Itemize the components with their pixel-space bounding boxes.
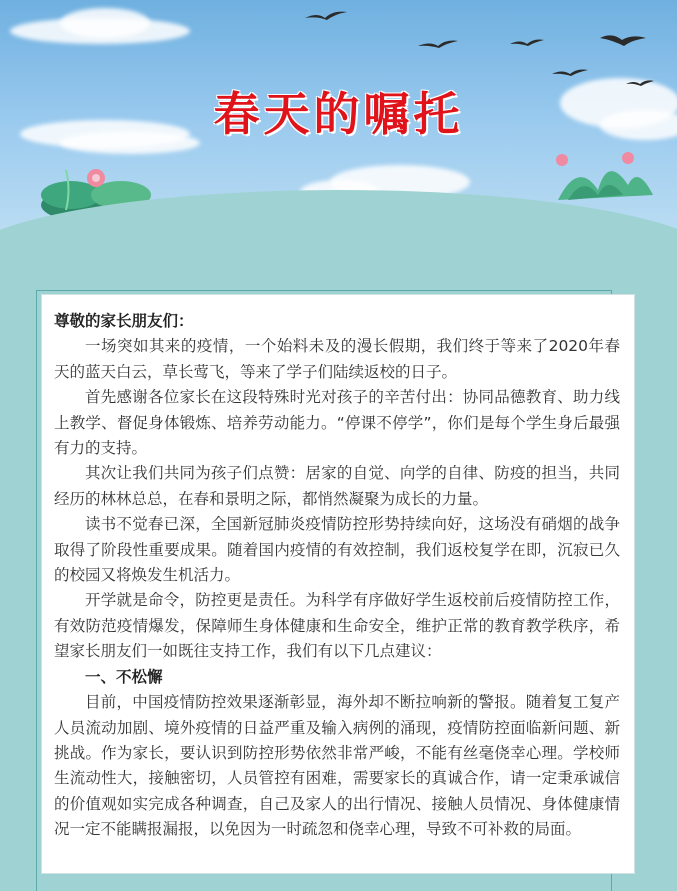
- letter-paragraph: 首先感谢各位家长在这段特殊时光对孩子的辛苦付出：协同品德教育、助力线上教学、督促身体锻炼、培养劳动能力。“停课不停学”，你们是每个学生身后最强有力的支持。: [54, 388, 620, 458]
- header-banner: [0, 0, 677, 230]
- letter-paragraph: 读书不觉春已深，全国新冠肺炎疫情防控形势持续向好，这场没有硝烟的战争取得了阶段性重要成果。随着国内疫情的有效控制，我们返校复学在即，沉寂已久的校园又将焕发生机活力。: [54, 515, 620, 585]
- letter-paragraph: 其次让我们共同为孩子们点赞：居家的自觉、向学的自律、防疫的担当，共同经历的林林总总，在春和景明之际，都悄然凝聚为成长的力量。: [54, 464, 620, 508]
- page-title: 春天的嘱托: [213, 87, 464, 141]
- section-heading: 一、不松懈: [85, 667, 163, 686]
- letter-card: [41, 294, 635, 874]
- section-paragraph: 目前，中国疫情防控效果逐渐彰显，海外却不断拉响新的警报。随着复工复产人员流动加剧、境外疫情的日益严重及输入病例的涌现，疫情防控面临新问题、新挑战。作为家长，要认识到防控形势依然非常严峻，不能有丝毫侥幸心理。学校师生流动性大，接触密切，人员管控有困难，需要家长的真诚合作，请一定秉承诚信的价值观如实完成各种调查，自己及家人的出行情况、接触人员情况、身体健康情况一定不能瞒报漏报，以免因为一时疏忽和侥幸心理，导致不可补救的局面。: [54, 693, 620, 839]
- letter-greeting: 尊敬的家长朋友们：: [54, 312, 194, 330]
- plant-decoration-right: [548, 150, 658, 210]
- letter-paragraph: 一场突如其来的疫情，一个始料未及的漫长假期，我们终于等来了2020年春天的蓝天白云，草长莺飞，等来了学子们陆续返校的日子。: [54, 337, 620, 381]
- letter-paragraph: 开学就是命令，防控更是责任。为科学有序做好学生返校前后疫情防控工作，有效防范疫情爆发，保障师生身体健康和生命安全，维护正常的教育教学秩序，希望家长朋友们一如既往支持工作，我们有以下几点建议：: [54, 591, 620, 661]
